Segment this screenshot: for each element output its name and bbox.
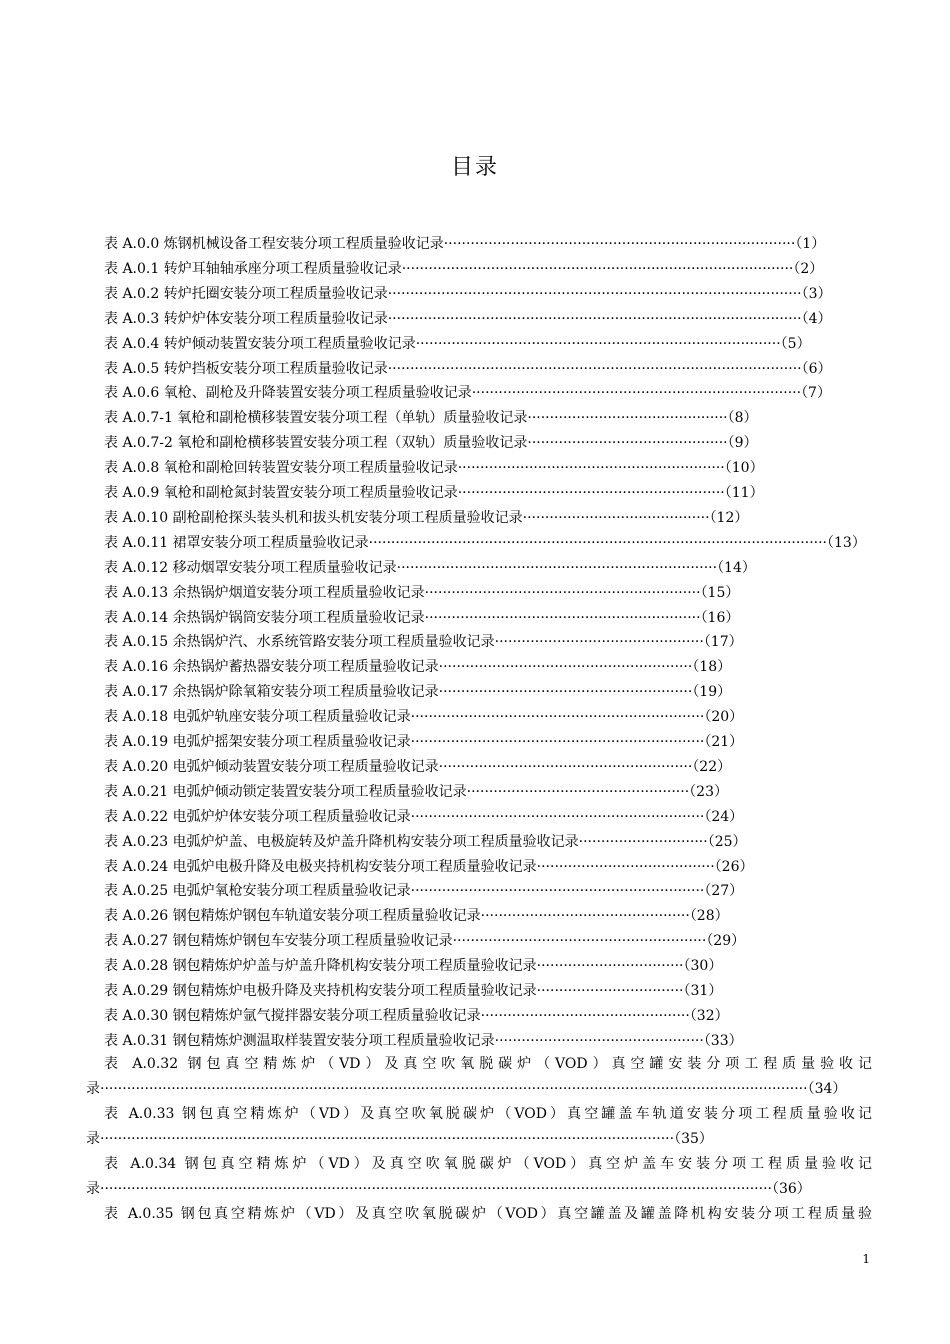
- toc-leader-dots: ·············································: [527, 435, 728, 452]
- toc-entry-label: 表 A.0.28 钢包精炼炉炉盖与炉盖升降机构安装分项工程质量验收记录: [104, 958, 537, 975]
- toc-entry-page: （24）: [704, 808, 744, 825]
- toc-leader-dots: ··················································································: [415, 335, 781, 352]
- toc-entry[interactable]: [104, 780, 728, 804]
- toc-entry-page: （28）: [689, 908, 729, 925]
- toc-entry-page: （2）: [793, 260, 824, 277]
- toc-entry-page: （29）: [706, 933, 746, 950]
- toc-entry[interactable]: [104, 1004, 729, 1028]
- toc-entry[interactable]: [104, 357, 832, 381]
- toc-leader-dots: 录·······················································································································································: [86, 1180, 772, 1197]
- toc-leader-dots: ······························································: [424, 584, 701, 601]
- toc-entry[interactable]: [104, 307, 832, 331]
- toc-entry-label: 表 A.0.35 钢包真空精炼炉（VD）及真空吹氧脱碳炉（VOD）真空罐盖及罐盖降机构安装分项工程质量验: [104, 1205, 872, 1222]
- toc-entry[interactable]: [104, 680, 731, 704]
- toc-entry[interactable]: [104, 879, 743, 903]
- toc-entry[interactable]: [104, 705, 743, 729]
- page-title: 目录: [450, 155, 499, 180]
- toc-leader-dots: 录·································································································································: [86, 1130, 675, 1147]
- toc-entry[interactable]: [104, 282, 832, 306]
- toc-leader-dots: ···············································: [480, 1007, 690, 1024]
- toc-entry[interactable]: [104, 755, 731, 779]
- toc-entry-page: （25）: [707, 833, 747, 850]
- toc-entry-wrapped[interactable]: [86, 1102, 872, 1152]
- toc-leader-dots: ·························································: [452, 933, 707, 950]
- toc-entry-page: （23）: [689, 783, 728, 800]
- toc-entry-page: （21）: [704, 734, 744, 750]
- toc-entry[interactable]: [104, 655, 731, 679]
- toc-entry-continuation: [86, 1177, 872, 1202]
- toc-entry-page: （6）: [801, 360, 832, 377]
- toc-entry-label: 表 A.0.8 氧枪和副枪回转装置安装分项工程质量验收记录: [104, 460, 458, 477]
- toc-entry-page: （17）: [703, 634, 743, 651]
- toc-entry-page: （8）: [727, 410, 758, 427]
- toc-entry[interactable]: [104, 257, 823, 281]
- toc-entry-page: （26）: [714, 858, 754, 875]
- toc-leader-dots: ·····························: [578, 833, 708, 850]
- toc-entry-label: 表 A.0.13 余热锅炉烟道安装分项工程质量验收记录: [104, 584, 425, 601]
- toc-entry-label: 表 A.0.19 电弧炉摇架安装分项工程质量验收记录: [104, 734, 411, 750]
- toc-entry-page: （22）: [692, 758, 732, 775]
- toc-entry-label: 表 A.0.18 电弧炉轨座安装分项工程质量验收记录: [104, 709, 411, 726]
- toc-entry-page: （16）: [700, 609, 740, 626]
- toc-leader-dots: ··································································: [410, 709, 705, 726]
- toc-entry[interactable]: [104, 929, 745, 953]
- toc-entry-label: 表 A.0.21 电弧炉倾动锁定装置安装分项工程质量验收记录: [104, 783, 467, 800]
- toc-entry-label: 表 A.0.0 炼钢机械设备工程安装分项工程质量验收记录: [104, 236, 444, 252]
- toc-entry-page: （18）: [692, 659, 732, 676]
- toc-entry-label: 表 A.0.15 余热锅炉汽、水系统管路安装分项工程质量验收记录: [104, 634, 495, 651]
- toc-entry-page: （20）: [704, 709, 744, 726]
- toc-entry-label: 表 A.0.7-2 氧枪和副枪横移装置安装分项工程（双轨）质量验收记录: [104, 435, 528, 452]
- toc-entry[interactable]: [104, 531, 866, 555]
- toc-entry-page: （5）: [780, 335, 811, 352]
- toc-leader-dots: ········································································: [396, 559, 718, 576]
- toc-entry-continuation: [86, 1077, 872, 1102]
- toc-entry[interactable]: [104, 855, 753, 879]
- toc-entry[interactable]: [104, 581, 739, 605]
- toc-entry-page: （9）: [727, 435, 758, 452]
- toc-entry-label: 表 A.0.4 转炉倾动装置安装分项工程质量验收记录: [104, 335, 416, 352]
- toc-entry-page: （1）: [795, 236, 826, 252]
- toc-leader-dots: ···············································································: [443, 236, 796, 252]
- toc-entry[interactable]: [104, 904, 729, 928]
- toc-entry-label: 表 A.0.22 电弧炉炉体安装分项工程质量验收记录: [104, 808, 411, 825]
- toc-entry-label: 表 A.0.29 钢包精炼炉电极升降及夹持机构安装分项工程质量验收记录: [104, 983, 537, 999]
- toc-entry-label: 表 A.0.23 电弧炉炉盖、电极旋转及炉盖升降机构安装分项工程质量验收记录: [104, 833, 579, 850]
- toc-leader-dots: ··································································: [410, 808, 705, 825]
- toc-entry-label: 表 A.0.1 转炉耳轴轴承座分项工程质量验收记录: [104, 260, 402, 277]
- toc-entry-label: 表 A.0.7-1 氧枪和副枪横移装置安装分项工程（单轨）质量验收记录: [104, 410, 528, 427]
- toc-leader-dots: ···············································: [494, 634, 704, 651]
- toc-entry[interactable]: [104, 730, 743, 754]
- toc-leader-dots: ·························································: [438, 758, 693, 775]
- toc-entry-wrapped[interactable]: [86, 1152, 872, 1202]
- toc-entry-page: （11）: [724, 485, 764, 501]
- toc-leader-dots: ··································································: [410, 734, 705, 750]
- toc-entry-page: （15）: [700, 584, 740, 601]
- toc-leader-dots: ··········································································: [471, 385, 802, 402]
- toc-entry-page: （31）: [683, 983, 723, 999]
- toc-entry-page: （3）: [801, 285, 832, 302]
- toc-entry[interactable]: [104, 954, 722, 978]
- toc-entry[interactable]: [104, 630, 743, 654]
- toc-leader-dots: ···············································: [494, 1032, 704, 1049]
- toc-entry-label: 表 A.0.20 电弧炉倾动装置安装分项工程质量验收记录: [104, 758, 439, 775]
- toc-entry[interactable]: [104, 556, 756, 580]
- toc-leader-dots: ··················································: [466, 783, 690, 800]
- toc-leader-dots: ·····························································································: [387, 285, 802, 302]
- toc-entry[interactable]: [104, 381, 831, 405]
- toc-entry[interactable]: [104, 606, 739, 630]
- toc-entry-wrapped[interactable]: [86, 1202, 872, 1227]
- toc-leader-dots: ····························································: [457, 460, 725, 477]
- toc-leader-dots: ························································································: [401, 260, 794, 277]
- toc-leader-dots: ·······································································································: [368, 534, 828, 551]
- toc-leader-dots: ·························································: [438, 684, 693, 701]
- toc-entry-label: 表 A.0.24 电弧炉电极升降及电极夹持机构安装分项工程质量验收记录: [104, 858, 537, 875]
- toc-entry-label: 表 A.0.34 钢包真空精炼炉（VD）及真空吹氧脱碳炉（VOD）真空炉盖车安装分项工程质量验收记: [104, 1155, 872, 1172]
- toc-entry-label: 表 A.0.33 钢包真空精炼炉（VD）及真空吹氧脱碳炉（VOD）真空罐盖车轨道安装分项工程质量验收记: [104, 1105, 872, 1122]
- toc-entry-page: （36）: [771, 1180, 811, 1197]
- toc-entry-page: （12）: [709, 509, 749, 526]
- toc-entry-page: （30）: [683, 958, 723, 975]
- toc-entry-label: 表 A.0.26 钢包精炼炉钢包车轨道安装分项工程质量验收记录: [104, 908, 481, 925]
- toc-entry[interactable]: [104, 332, 811, 356]
- toc-leader-dots: ····························································: [457, 485, 725, 501]
- toc-leader-dots: ········································: [536, 858, 715, 875]
- toc-entry-label: 表 A.0.14 余热锅炉锅筒安装分项工程质量验收记录: [104, 609, 425, 626]
- toc-entry[interactable]: [104, 232, 825, 256]
- toc-leader-dots: ·····························································································: [387, 360, 802, 377]
- toc-entry-page: （10）: [724, 460, 764, 477]
- toc-entry-label: 表 A.0.6 氧枪、副枪及升降装置安装分项工程质量验收记录: [104, 385, 472, 402]
- toc-leader-dots: ··········································: [522, 509, 710, 526]
- toc-leader-dots: ······························································: [424, 609, 701, 626]
- toc-leader-dots: 录·······························································································································································: [86, 1080, 808, 1097]
- toc-entry-page: （27）: [704, 883, 744, 900]
- toc-entry-page: （13）: [827, 534, 866, 551]
- toc-leader-dots: ··································································: [410, 883, 705, 900]
- toc-entry[interactable]: [104, 1029, 743, 1053]
- toc-entry[interactable]: [104, 456, 764, 480]
- toc-entry-page: （14）: [717, 559, 756, 576]
- toc-entry-page: （19）: [692, 684, 732, 701]
- toc-entry-label: 表 A.0.32 钢包真空精炼炉（VD）及真空吹氧脱碳炉（VOD）真空罐安装分项工程质量验收记: [104, 1055, 872, 1072]
- toc-leader-dots: ···············································: [480, 908, 690, 925]
- toc-leader-dots: ·····························································································: [387, 310, 802, 327]
- toc-entry-label: 表 A.0.16 余热锅炉蓄热器安装分项工程质量验收记录: [104, 659, 439, 676]
- toc-entry[interactable]: [104, 481, 764, 505]
- toc-entry-page: （33）: [703, 1032, 743, 1049]
- toc-leader-dots: ·························································: [438, 659, 693, 676]
- toc-entry-page: （35）: [674, 1130, 713, 1147]
- toc-entry-label: 表 A.0.27 钢包精炼炉钢包车安装分项工程质量验收记录: [104, 933, 453, 950]
- toc-entry[interactable]: [104, 406, 758, 430]
- toc-entry-page: （32）: [689, 1007, 729, 1024]
- toc-entry-label: 表 A.0.30 钢包精炼炉氩气搅拌器安装分项工程质量验收记录: [104, 1007, 481, 1024]
- toc-entry[interactable]: [104, 431, 758, 455]
- toc-entry-label: 表 A.0.31 钢包精炼炉测温取样装置安装分项工程质量验收记录: [104, 1032, 495, 1049]
- toc-entry-label: 表 A.0.3 转炉炉体安装分项工程质量验收记录: [104, 310, 388, 327]
- toc-entry[interactable]: [104, 805, 743, 829]
- toc-entry-label: 表 A.0.25 电弧炉氧枪安装分项工程质量验收记录: [104, 883, 411, 900]
- toc-entry-label: 表 A.0.10 副枪副枪探头装头机和拔头机安装分项工程质量验收记录: [104, 509, 523, 526]
- toc-entry-label: 表 A.0.12 移动烟罩安装分项工程质量验收记录: [104, 559, 397, 576]
- page-number: 1: [862, 1252, 870, 1266]
- toc-entry-wrapped[interactable]: [86, 1052, 872, 1102]
- toc-leader-dots: ·············································: [527, 410, 728, 427]
- toc-leader-dots: ·································: [536, 958, 684, 975]
- toc-entry[interactable]: [104, 506, 748, 530]
- toc-entry-page: （4）: [801, 310, 832, 327]
- toc-entry-label: 表 A.0.5 转炉挡板安装分项工程质量验收记录: [104, 360, 388, 377]
- toc-entry-label: 表 A.0.2 转炉托圈安装分项工程质量验收记录: [104, 285, 388, 302]
- toc-entry-label: 表 A.0.9 氧枪和副枪氮封装置安装分项工程质量验收记录: [104, 485, 458, 501]
- toc-entry-label: 表 A.0.17 余热锅炉除氧箱安装分项工程质量验收记录: [104, 684, 439, 701]
- toc-entry-page: （34）: [807, 1080, 847, 1097]
- toc-entry[interactable]: [104, 979, 722, 1003]
- toc-entry-label: 表 A.0.11 裙罩安装分项工程质量验收记录: [104, 534, 369, 551]
- toc-entry[interactable]: [104, 830, 747, 854]
- toc-entry-continuation: [86, 1127, 872, 1152]
- toc-entry-page: （7）: [801, 385, 831, 402]
- toc-leader-dots: ·································: [536, 983, 684, 999]
